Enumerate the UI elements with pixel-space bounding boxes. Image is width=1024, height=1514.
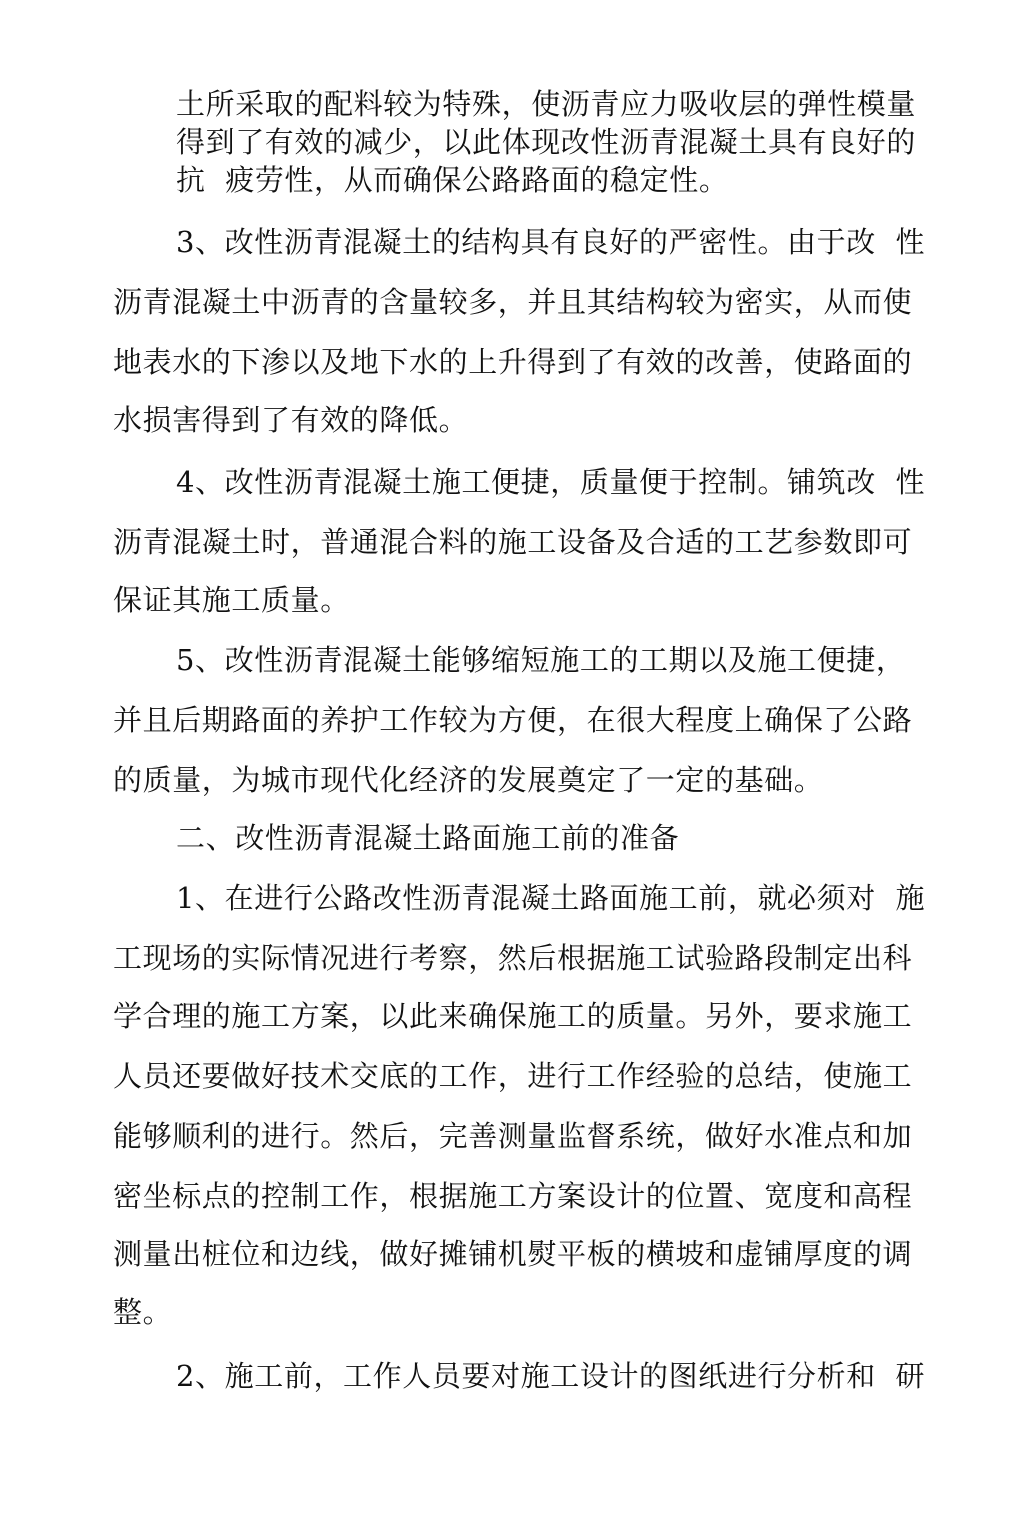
section-heading: 二、改性沥青混凝土路面施工前的准备 [176,821,680,855]
text-line-6: 地表水的下渗以及地下水的上升得到了有效的改善，使路面的 [113,345,913,379]
text-line-12: 并且后期路面的养护工作较为方便，在很大程度上确保了公路 [113,703,913,737]
text-line-13: 的质量，为城市现代化经济的发展奠定了一定的基础。 [113,763,824,797]
text-line-19: 能够顺利的进行。然后，完善测量监督系统，做好水准点和加 [113,1119,913,1153]
text-line-10: 保证其施工质量。 [113,583,350,617]
text-line-5: 沥青混凝土中沥青的含量较多，并且其结构较为密实，从而使 [113,285,913,319]
text-line-22: 整。 [113,1295,173,1329]
text-line-2: 得到了有效的减少，以此体现改性沥青混凝土具有良好的 [176,125,917,159]
text-line-17: 学合理的施工方案，以此来确保施工的质量。另外，要求施工 [113,999,913,1033]
text-line-16: 工现场的实际情况进行考察，然后根据施工试验路段制定出科 [113,941,913,975]
text-line-7: 水损害得到了有效的降低。 [113,403,469,437]
text-line-11: 5、改性沥青混凝土能够缩短施工的工期以及施工便捷， [176,643,906,677]
text-line-8: 4、改性沥青混凝土施工便捷，质量便于控制。铺筑改 性 [176,465,926,499]
text-line-9: 沥青混凝土时，普通混合料的施工设备及合适的工艺参数即可 [113,525,913,559]
text-line-21: 测量出桩位和边线，做好摊铺机熨平板的横坡和虚铺厚度的调 [113,1237,913,1271]
text-line-23: 2、施工前，工作人员要对施工设计的图纸进行分析和 研 [176,1359,926,1393]
text-line-18: 人员还要做好技术交底的工作，进行工作经验的总结，使施工 [113,1059,913,1093]
text-line-3: 抗 疲劳性，从而确保公路路面的稳定性。 [176,163,729,197]
text-line-1: 土所采取的配料较为特殊，使沥青应力吸收层的弹性模量 [176,87,917,121]
text-line-4: 3、改性沥青混凝土的结构具有良好的严密性。由于改 性 [176,225,926,259]
text-line-20: 密坐标点的控制工作，根据施工方案设计的位置、宽度和高程 [113,1179,913,1213]
text-line-15: 1、在进行公路改性沥青混凝土路面施工前，就必须对 施 [176,881,926,915]
